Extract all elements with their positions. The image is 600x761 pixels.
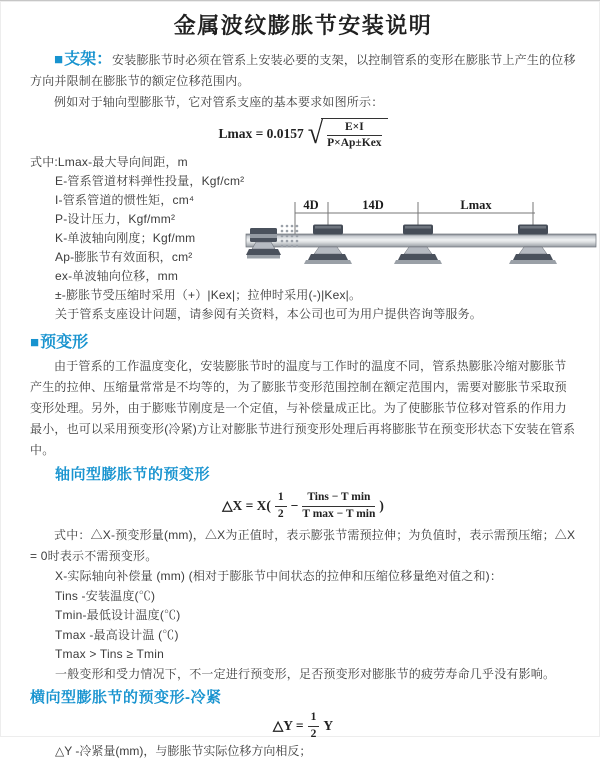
axial-subsection-heading: 轴向型膨胀节的预变形: [55, 466, 211, 483]
formula-lhs: Lmax = 0.0157: [218, 126, 304, 141]
axial-predeform-formula: [30, 489, 576, 523]
fraction-temperature: [302, 491, 375, 520]
support-heading-label: 支架：: [64, 51, 113, 68]
pipe: [246, 234, 596, 247]
sqrt-body: [321, 118, 387, 150]
support-intro-text: 安装膨胀节时必须在管系上安装必要的支架，以控制管系的变形在膨胀节上产生的位移方向并限制在膨胀节的额定位移范围内。: [30, 53, 576, 88]
page-title: 金属波纹膨胀节安装说明: [173, 13, 433, 38]
fraction-numerator: Tins − T min: [302, 491, 375, 506]
formula-lhs: △Y =: [272, 718, 304, 733]
definition-line: 式中:Lmax-最大导向间距，m: [30, 155, 188, 169]
definition-line: 关于管系支座设计问题，请参阅有关资料，本公司也可为用户提供咨询等服务。: [55, 307, 483, 321]
support-example-paragraph: 例如对于轴向型膨胀节，它对管系支座的基本要求如图所示：: [54, 95, 384, 109]
predeform-section-heading: [30, 332, 576, 354]
dimension-label-14d: 14D: [362, 198, 384, 212]
sqrt-expression: [308, 118, 388, 150]
formula-rhs: Y: [323, 718, 334, 733]
lateral-predeform-formula: [30, 712, 576, 740]
fraction-numerator: 1: [308, 711, 320, 726]
definition-line: Tmax > Tins ≥ Tmin: [55, 647, 164, 661]
fraction-numerator: E×I: [327, 121, 381, 136]
fraction-denominator: 2: [310, 727, 317, 740]
predeform-heading-label: 预变形: [40, 334, 89, 351]
formula-rhs: ): [379, 498, 384, 513]
fraction-denominator: 2: [277, 507, 284, 520]
definition-line: Tins -安装温度(℃): [55, 588, 156, 603]
formula-lhs: △X = X(: [222, 498, 271, 513]
fraction-denominator: T max − T min: [302, 507, 376, 520]
fraction: [327, 121, 381, 150]
definition-line: Tmin-最低设计温度(℃): [55, 608, 181, 622]
fraction-denominator: P×Ap±Kex: [327, 137, 382, 149]
diagram-canvas: [246, 193, 598, 288]
dimension-label-4d: 4D: [303, 198, 319, 212]
lateral-note-line: △Y -冷紧量(mm)，与膨胀节实际位移方向相反；: [55, 744, 312, 758]
axial-note-paragraph: 式中：△X-预变形量(mm)，△X为正值时，表示膨张节需预拉伸；为负值时，表示需预压缩；△X = 0时表示不需预变形。: [30, 528, 576, 563]
definition-line: ±-膨胀节受压缩时采用（+）|Kex|；拉伸时采用(-)|Kex|。: [55, 288, 362, 302]
predeform-body-paragraph: 由于管系的工作温度变化，安装膨胀节时的温度与工作时的温度不同，管系热膨胀冷缩对膨胀节产生的拉伸、压缩量常常是不均等的，为了膨胀节变形范围控制在额定范围内，需要对膨胀节采取预变形处理。另外，由于膨账节刚度是一个定值，与补偿量成正比。为了使膨胀节位移对管系的作用力最小，也可以采用预变形(冷紧)方让对膨胀节进行预变形处理后再将膨胀节在预变形状态下安装在管系中。: [30, 359, 576, 457]
support-section-heading: [54, 51, 112, 68]
definition-line: ex-单波轴向位移，mm: [55, 269, 179, 283]
definition-line: X-实际轴向补偿量 (mm) (相对于膨胀节中间状态的拉伸和压缩位移量绝对值之和)：: [55, 569, 503, 583]
support-intro-paragraph: [30, 49, 576, 92]
fraction-numerator: 1: [275, 491, 287, 506]
minus-operator: −: [290, 498, 299, 513]
definition-line: Ap-膨胀节有效面积，cm²: [55, 250, 193, 264]
fraction-half: [308, 711, 320, 740]
definition-line: K-单波轴向刚度；Kgf/mm: [55, 231, 196, 245]
lmax-formula: [30, 117, 576, 151]
definition-line: Tmax -最高设计温 (℃): [55, 627, 179, 642]
lateral-subsection-heading: 横向型膨胀节的预变形-冷紧: [30, 689, 222, 706]
section-bullet-icon: ■: [54, 51, 64, 68]
definition-line: P-设计压力，Kgf/mm²: [55, 212, 176, 226]
dimension-label-lmax: Lmax: [460, 198, 492, 212]
definition-line: 一般变形和受力情况下，不一定进行预变形，足否预变形对膨胀节的疲劳寿命几乎没有影响。: [55, 666, 556, 681]
definition-line: E-管系管道材料弹性投量，Kgf/cm²: [55, 174, 245, 188]
axial-definitions: [30, 567, 576, 684]
definition-line: I-管系管道的惯性矩，cm⁴: [55, 193, 195, 207]
radical-sign: √: [307, 116, 324, 151]
support-spacing-diagram: [246, 193, 598, 288]
section-bullet-icon: ■: [30, 334, 40, 351]
fraction-half: [275, 491, 287, 520]
